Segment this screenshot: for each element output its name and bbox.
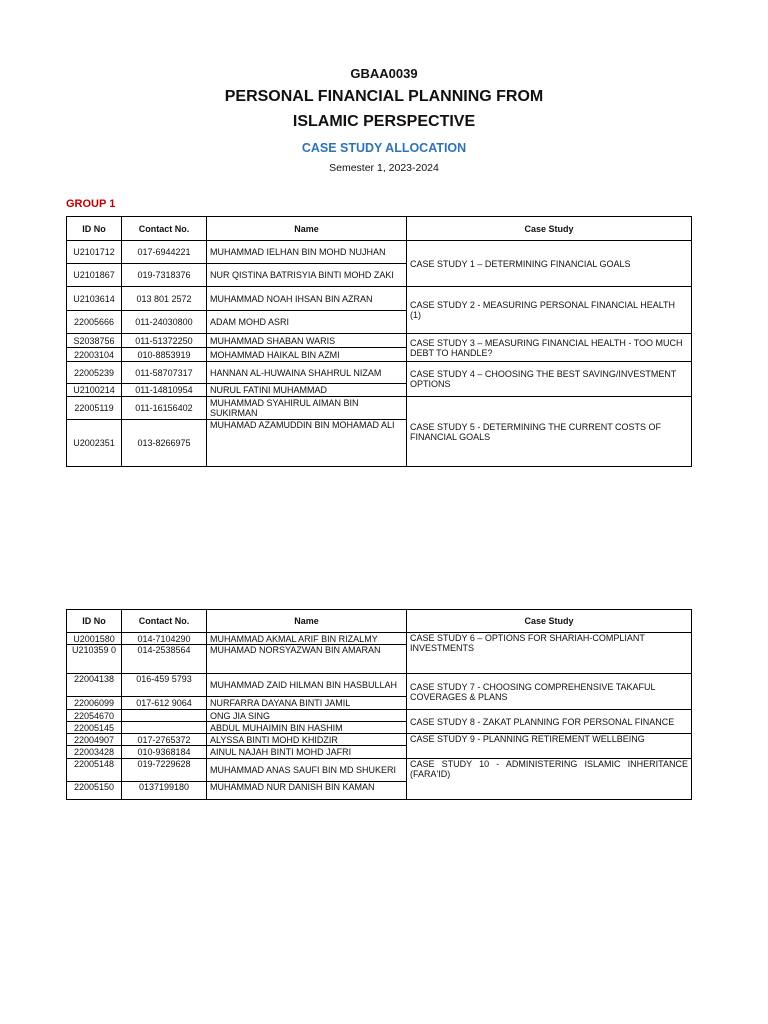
name-cell: NURFARRA DAYANA BINTI JAMIL [207, 697, 407, 710]
id-cell: U210359 0 [67, 645, 122, 674]
contact-cell: 011-51372250 [122, 334, 207, 348]
course-code: GBAA0039 [350, 66, 418, 81]
id-cell: 22004138 [67, 674, 122, 697]
case-study-cell: CASE STUDY 3 – MEASURING FINANCIAL HEALTH - TOO MUCH DEBT TO HANDLE? [407, 334, 692, 362]
name-cell: MUHAMMAD AKMAL ARIF BIN RIZALMY [207, 633, 407, 645]
name-cell: MUHAMMAD IELHAN BIN MOHD NUJHAN [207, 241, 407, 264]
contact-cell [122, 710, 207, 722]
contact-cell: 013 801 2572 [122, 287, 207, 311]
id-cell: 22003428 [67, 746, 122, 759]
name-cell: MUHAMMAD ZAID HILMAN BIN HASBULLAH [207, 674, 407, 697]
table-row [67, 397, 692, 420]
header-row [67, 610, 692, 633]
case-study-cell: CASE STUDY 8 - ZAKAT PLANNING FOR PERSONAL FINANCE [407, 710, 692, 734]
table-row [67, 287, 692, 311]
table-row [67, 241, 692, 264]
id-cell: U2103614 [67, 287, 122, 311]
id-cell: 22005148 [67, 759, 122, 782]
allocation-table-2 [66, 609, 692, 800]
contact-cell: 014-2538564 [122, 645, 207, 674]
id-cell: 22005145 [67, 722, 122, 734]
id-cell: U2101712 [67, 241, 122, 264]
id-cell: 22005239 [67, 362, 122, 384]
name-cell: NUR QISTINA BATRISYIA BINTI MOHD ZAKI [207, 264, 407, 287]
id-cell: U2101867 [67, 264, 122, 287]
case-study-cell: CASE STUDY 9 - PLANNING RETIREMENT WELLBEING [407, 734, 692, 759]
id-cell: S2038756 [67, 334, 122, 348]
group-label: GROUP 1 [66, 198, 116, 210]
allocation-table-1 [66, 216, 692, 467]
contact-cell: 016-459 5793 [122, 674, 207, 697]
id-cell: 22006099 [67, 697, 122, 710]
title-line-2: ISLAMIC PERSPECTIVE [292, 113, 476, 130]
id-cell: U2001580 [67, 633, 122, 645]
case-study-cell: CASE STUDY 6 – OPTIONS FOR SHARIAH-COMPLIANT INVESTMENTS [407, 633, 692, 674]
contact-cell: 011-58707317 [122, 362, 207, 384]
id-cell: 22005119 [67, 397, 122, 420]
contact-cell: 010-8853919 [122, 348, 207, 362]
col-header-id: ID No [67, 217, 122, 241]
name-cell: NURUL FATINI MUHAMMAD [207, 384, 407, 397]
name-cell: ALYSSA BINTI MOHD KHIDZIR [207, 734, 407, 746]
contact-cell: 0137199180 [122, 782, 207, 800]
contact-cell: 011-14810954 [122, 384, 207, 397]
contact-cell: 010-9368184 [122, 746, 207, 759]
id-cell: U2002351 [67, 420, 122, 467]
col-header-case-study: Case Study [407, 610, 692, 633]
col-header-contact: Contact No. [122, 610, 207, 633]
case-study-cell: CASE STUDY 1 – DETERMINING FINANCIAL GOALS [407, 241, 692, 287]
contact-cell: 019-7229628 [122, 759, 207, 782]
name-cell: MOHAMMAD HAIKAL BIN AZMI [207, 348, 407, 362]
name-cell: MUHAMMAD ANAS SAUFI BIN MD SHUKERI [207, 759, 407, 782]
case-study-cell: CASE STUDY 2 - MEASURING PERSONAL FINANCIAL HEALTH (1) [407, 287, 692, 334]
name-cell: MUHAMMAD NOAH IHSAN BIN AZRAN [207, 287, 407, 311]
case-study-cell: CASE STUDY 7 - CHOOSING COMPREHENSIVE TAKAFUL COVERAGES & PLANS [407, 674, 692, 710]
name-cell: MUHAMMAD NUR DANISH BIN KAMAN [207, 782, 407, 800]
name-cell: AINUL NAJAH BINTI MOHD JAFRI [207, 746, 407, 759]
table-row [67, 734, 692, 746]
table-row [67, 362, 692, 384]
contact-cell: 017-6944221 [122, 241, 207, 264]
case-study-cell: CASE STUDY 5 - DETERMINING THE CURRENT COSTS OF FINANCIAL GOALS [407, 397, 692, 467]
case-study-cell: CASE STUDY 10 - ADMINISTERING ISLAMIC INHERITANCE (FARA'ID) [407, 759, 692, 800]
col-header-contact: Contact No. [122, 217, 207, 241]
title-line-1: PERSONAL FINANCIAL PLANNING FROM [224, 88, 544, 105]
id-cell: 22003104 [67, 348, 122, 362]
id-cell: 22005150 [67, 782, 122, 800]
case-study-cell: CASE STUDY 4 – CHOOSING THE BEST SAVING/INVESTMENT OPTIONS [407, 362, 692, 397]
name-cell: ADAM MOHD ASRI [207, 311, 407, 334]
name-cell: HANNAN AL-HUWAINA SHAHRUL NIZAM [207, 362, 407, 384]
name-cell: ABDUL MUHAIMIN BIN HASHIM [207, 722, 407, 734]
id-cell: U2100214 [67, 384, 122, 397]
contact-cell: 011-24030800 [122, 311, 207, 334]
contact-cell: 019-7318376 [122, 264, 207, 287]
name-cell: ONG JIA SING [207, 710, 407, 722]
table-row [67, 759, 692, 782]
col-header-name: Name [207, 217, 407, 241]
header-row [67, 217, 692, 241]
contact-cell: 013-8266975 [122, 420, 207, 467]
col-header-id: ID No [67, 610, 122, 633]
contact-cell: 017-612 9064 [122, 697, 207, 710]
name-cell: MUHAMAD NORSYAZWAN BIN AMARAN [207, 645, 407, 674]
table-row [67, 633, 692, 645]
table-row [67, 710, 692, 722]
contact-cell: 011-16156402 [122, 397, 207, 420]
subtitle: CASE STUDY ALLOCATION [301, 141, 467, 155]
semester: Semester 1, 2023-2024 [329, 162, 439, 174]
table-row [67, 674, 692, 697]
name-cell: MUHAMMAD SHABAN WARIS [207, 334, 407, 348]
name-cell: MUHAMMAD SYAHIRUL AIMAN BIN SUKIRMAN [207, 397, 407, 420]
id-cell: 22004907 [67, 734, 122, 746]
col-header-name: Name [207, 610, 407, 633]
contact-cell [122, 722, 207, 734]
contact-cell: 014-7104290 [122, 633, 207, 645]
name-cell: MUHAMAD AZAMUDDIN BIN MOHAMAD ALI [207, 420, 407, 467]
col-header-case-study: Case Study [407, 217, 692, 241]
table-row [67, 334, 692, 348]
id-cell: 22005666 [67, 311, 122, 334]
id-cell: 22054670 [67, 710, 122, 722]
contact-cell: 017-2765372 [122, 734, 207, 746]
